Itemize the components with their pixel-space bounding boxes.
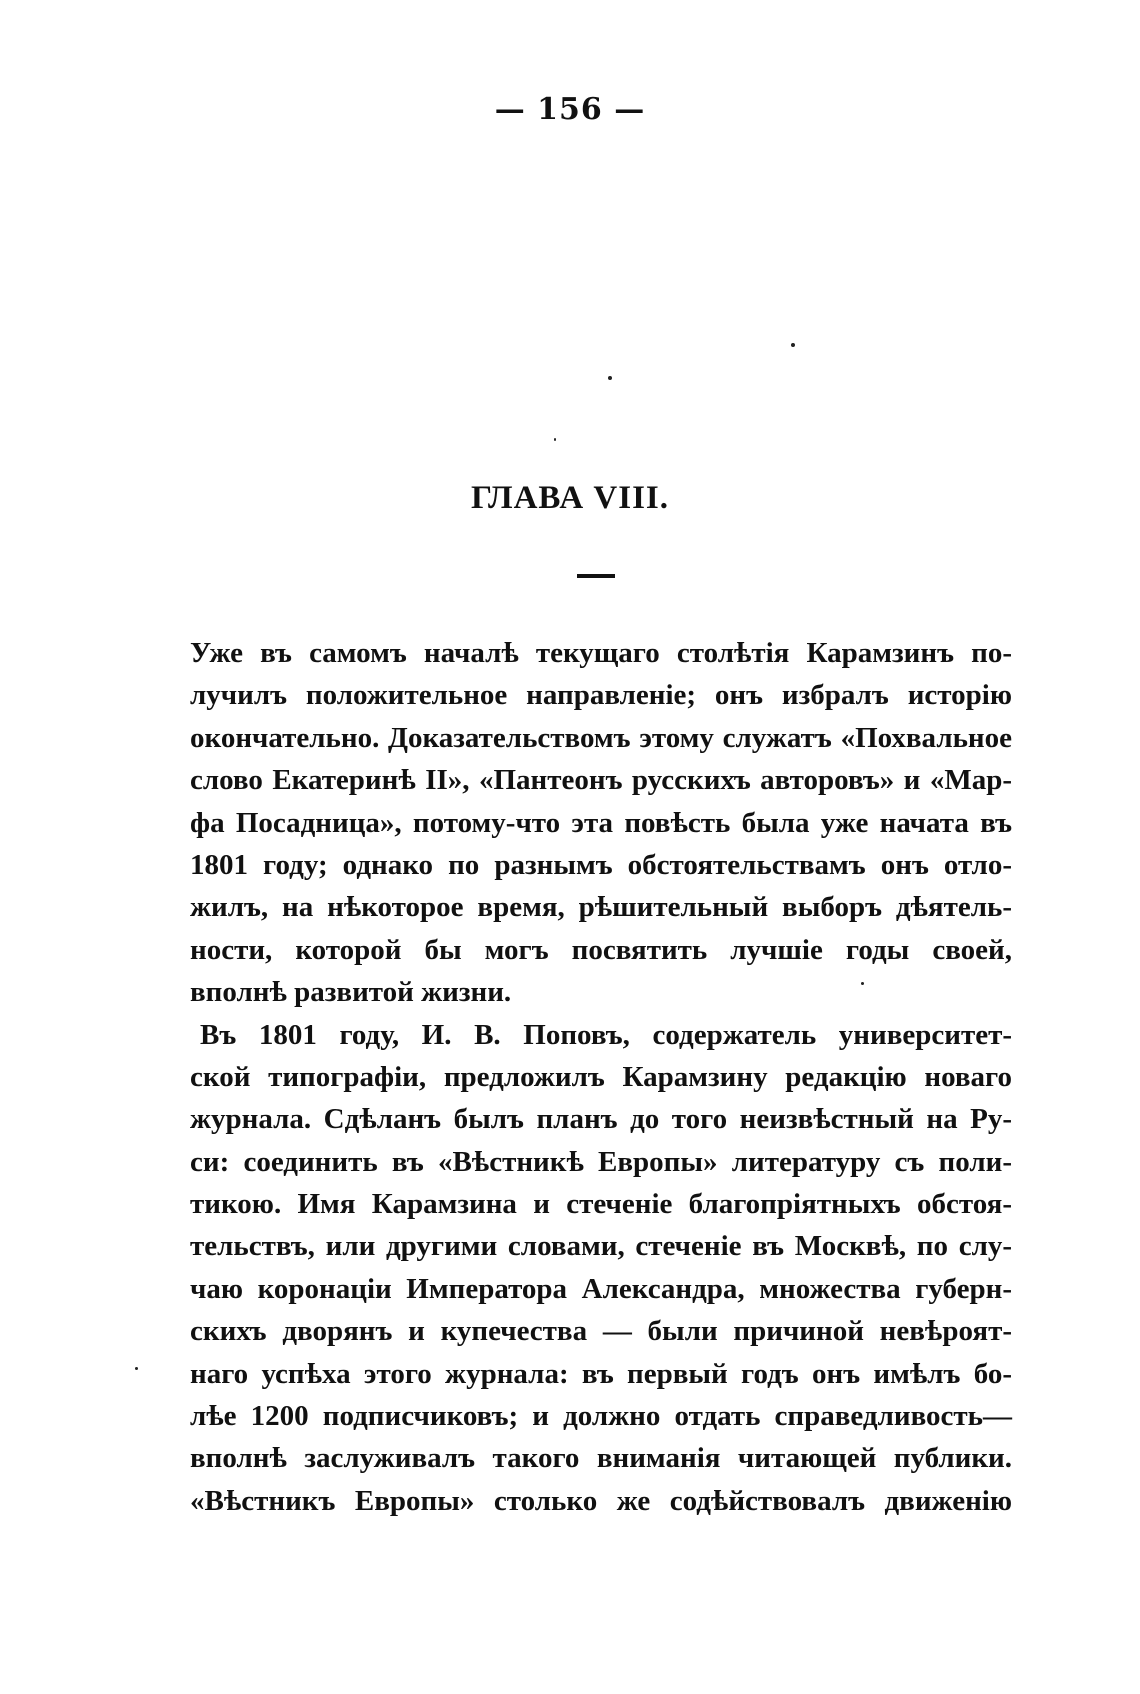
text-line: «Вѣстникъ Европы» столько же содѣйствовалъ движенію [190, 1484, 1012, 1517]
text-line: тельствъ, или другими словами, стеченіе въ Москвѣ, по слу- [190, 1230, 1012, 1263]
ink-speck [135, 1367, 138, 1370]
ink-speck [791, 343, 795, 347]
text-line: Въ 1801 году, И. В. Поповъ, содержатель университет- [200, 1018, 1012, 1051]
text-line: слово Екатеринѣ II», «Пантеонъ русскихъ авторовъ» и «Мар- [190, 764, 1012, 797]
text-line: вполнѣ заслуживалъ такого вниманія читающей публики. [190, 1442, 1012, 1475]
body-text [190, 632, 1012, 1522]
text-line: окончательно. Доказательствомъ этому служатъ «Похвальное [190, 721, 1012, 754]
text-line: скихъ дворянъ и купечества — были причиной невѣроят- [190, 1315, 1012, 1348]
ink-speck [554, 438, 556, 441]
text-line: вполнѣ развитой жизни. [190, 976, 512, 1009]
text-line: фа Посадница», потому-что эта повѣсть была уже начата въ [190, 806, 1012, 839]
text-line: наго успѣха этого журнала: въ первый годъ онъ имѣлъ бо- [190, 1357, 1012, 1390]
text-line: 1801 году; однако по разнымъ обстоятельствамъ онъ отло- [190, 848, 1012, 881]
heading-rule [577, 574, 615, 578]
text-line: жилъ, на нѣкоторое время, рѣшительный выборъ дѣятель- [190, 891, 1012, 924]
text-line: журнала. Сдѣланъ былъ планъ до того неизвѣстный на Ру- [190, 1103, 1012, 1136]
text-line: чаю коронаціи Императора Александра, множества губерн- [190, 1272, 1012, 1305]
text-line: лѣе 1200 подписчиковъ; и должно отдать справедливость— [190, 1400, 1012, 1433]
text-line: лучилъ положительное направленіе; онъ избралъ исторію [190, 679, 1012, 712]
text-line: тикою. Имя Карамзина и стеченіе благопріятныхъ обстоя- [190, 1188, 1012, 1221]
text-line: ности, которой бы могъ посвятить лучшіе годы своей, [190, 933, 1012, 966]
text-line: Уже въ самомъ началѣ текущаго столѣтія Карамзинъ по- [190, 637, 1012, 669]
text-line: ской типографіи, предложилъ Карамзину редакцію новаго [190, 1060, 1012, 1093]
text-line: си: соединить въ «Вѣстникѣ Европы» литературу съ поли- [190, 1145, 1012, 1178]
page-number: — 156 — [494, 92, 646, 127]
ink-speck [608, 376, 612, 380]
chapter-heading: ГЛАВА VIII. [470, 480, 670, 516]
